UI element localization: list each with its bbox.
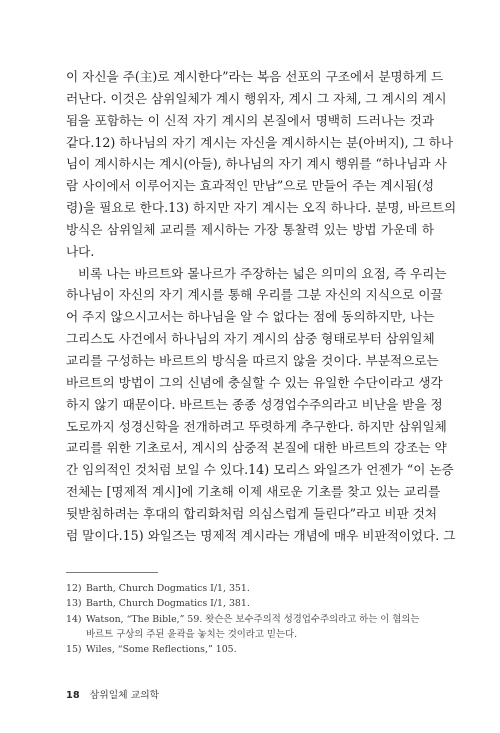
footnote-text: Wiles, “Some Reflections,” 105.	[86, 644, 237, 656]
footnote-number: 15)	[66, 644, 82, 656]
footnote-number: 13)	[66, 598, 82, 610]
text-line: 뒷받침하려는 후대의 합리화처럼 의심스럽게 들린다”라고 비판 것처	[66, 505, 438, 521]
text-line: 도로까지 성경신학을 전개하려고 뚜렷하게 추구한다. 하지만 삼위일체	[66, 418, 447, 434]
text-line: 바르트의 방법이 그의 신념에 충실할 수 있는 유일한 수단이라고 생각	[66, 374, 443, 390]
text-line: 럼 말이다.15) 와일즈는 명제적 계시라는 개념에 매우 비판적이었다. 그	[66, 527, 456, 543]
text-line: 전체는 [명제적 계시]에 기초해 이제 새로운 기초를 찾고 있는 교리를	[66, 484, 441, 500]
body-text	[66, 66, 457, 547]
text-line: 간 임의적인 것처럼 보일 수 있다.14) 모리스 와일즈가 언젠가 “이 논증	[66, 462, 454, 478]
text-line: 됨을 포함하는 이 신적 자기 계시의 본질에서 명백히 드러나는 것과	[66, 112, 434, 128]
text-line: 나다.	[66, 243, 95, 259]
footnote-number: 14)	[66, 613, 82, 625]
text-line: 방식은 삼위일체 교리를 제시하는 가장 통찰력 있는 방법 가운데 하	[66, 221, 434, 237]
footnote-text: Watson, “The Bible,” 59. 왓슨은 보수주의적 성경업수주의라고 하는 이 혐의는	[86, 613, 420, 625]
text-line: 교리를 위한 기초로서, 계시의 삼중적 본질에 대한 바르트의 강조는 약	[66, 440, 447, 456]
text-line: 람 사이에서 이루어지는 효과적인 만남”으로 만들어 주는 계시됨(성	[66, 178, 434, 194]
page-number: 18	[66, 690, 80, 701]
text-line: 러난다. 이것은 삼위일체가 계시 행위자, 계시 그 자체, 그 계시의 계시	[66, 90, 447, 106]
text-line: 그리스도 사건에서 하나님의 자기 계시의 삼중 형태로부터 삼위일체	[66, 331, 435, 347]
text-line: 하지 않기 때문이다. 바르트는 종종 성경업수주의라고 비난을 받을 정	[66, 396, 443, 412]
footnote-text: Barth, Church Dogmatics I/1, 381.	[86, 598, 250, 610]
footnote-14	[66, 612, 434, 643]
footnote-text: Barth, Church Dogmatics I/1, 351.	[86, 583, 250, 594]
running-title: 삼위일체 교의학	[89, 690, 160, 701]
page-footer	[66, 687, 159, 701]
footnote-15	[66, 642, 434, 657]
footnote-number: 12)	[66, 583, 82, 594]
text-line: 령)을 필요로 한다.13) 하지만 자기 계시는 오직 하나다. 분명, 바르트의	[66, 200, 457, 216]
text-line: 비록 나는 바르트와 몰나르가 주장하는 넓은 의미의 요점, 즉 우리는	[78, 265, 447, 281]
footnote-text: 바르트 구상의 주된 윤곽을 놓치는 것이라고 믿는다.	[86, 628, 298, 640]
footnote-13	[66, 596, 434, 611]
text-line: 교리를 구성하는 바르트의 방식을 따르지 않을 것이다. 부분적으로는	[66, 352, 439, 368]
text-line: 어 주지 않으시고서는 하나님을 알 수 없다는 점에 동의하지만, 나는	[66, 309, 435, 325]
footnote-divider	[66, 572, 158, 573]
footnote-12	[66, 581, 434, 596]
text-line: 이 자신을 주(主)로 계시한다”라는 복음 선포의 구조에서 분명하게 드	[66, 69, 444, 84]
paragraph-2	[66, 263, 456, 547]
text-line: 하나님이 자신의 자기 계시를 통해 우리를 그분 자신의 지식으로 이끌	[66, 287, 443, 303]
text-line: 같다.12) 하나님의 자기 계시는 자신을 계시하시는 분(아버지), 그 하나	[66, 134, 454, 150]
text-line: 님이 계시하시는 계시(아들), 하나님의 자기 계시 행위를 “하나님과 사	[66, 156, 447, 172]
footnotes	[66, 581, 434, 657]
paragraph-1	[66, 66, 457, 263]
